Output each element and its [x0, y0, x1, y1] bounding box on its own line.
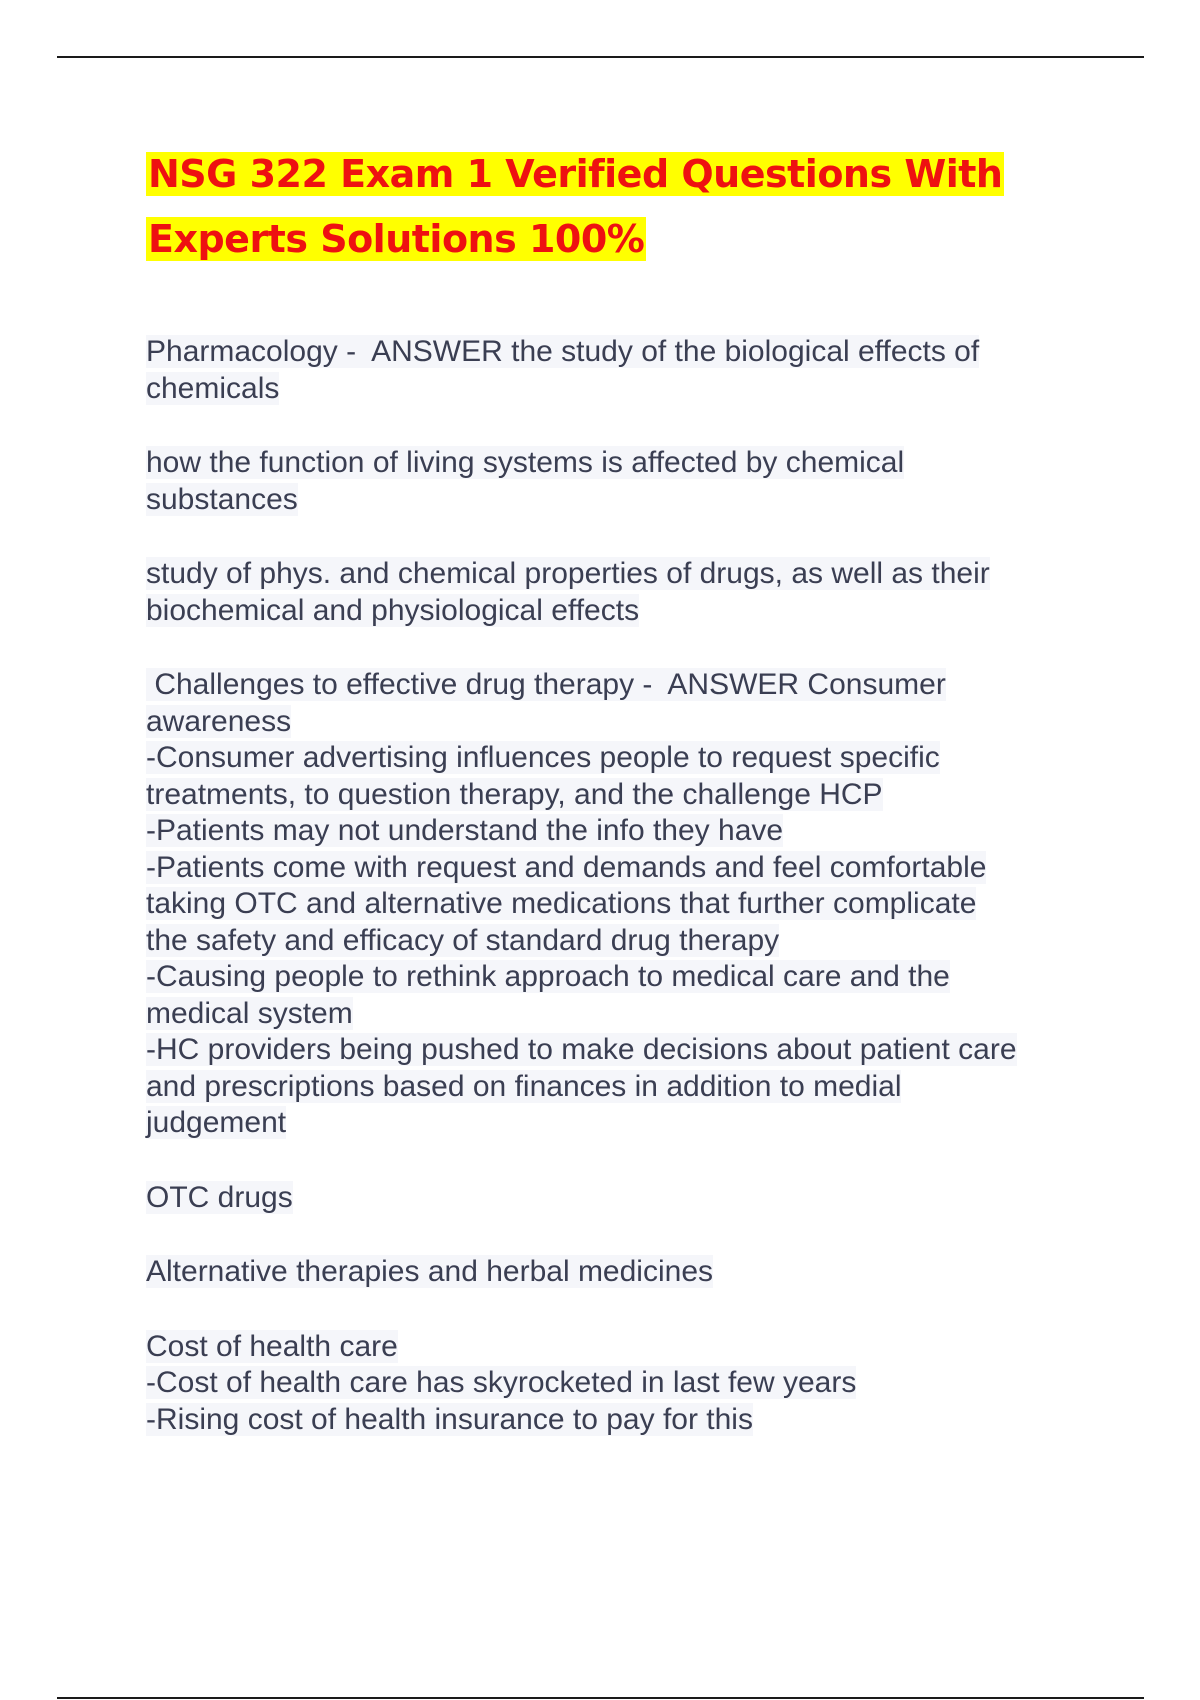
paragraph: [146, 1254, 1106, 1291]
paragraph-line: [146, 1069, 1106, 1106]
title-line-2: Experts Solutions 100%: [148, 217, 645, 261]
paragraph-line: [146, 445, 1106, 482]
paragraph-line: [146, 334, 1106, 371]
line-text: Cost of health care: [146, 1329, 398, 1363]
paragraph-line: [146, 813, 1106, 850]
paragraph-line: [146, 1329, 1106, 1366]
paragraph-line: [146, 1180, 1106, 1217]
paragraph-line: [146, 886, 1106, 923]
bottom-rule: [57, 1697, 1144, 1699]
line-text: OTC drugs: [146, 1180, 293, 1214]
paragraph-line: [146, 850, 1106, 887]
line-text: study of phys. and chemical properties of drugs, as well as their: [146, 557, 990, 590]
top-rule: [57, 56, 1144, 58]
paragraph-line: [146, 704, 1106, 741]
line-text: -Causing people to rethink approach to medical care and the: [146, 960, 950, 993]
paragraph: [146, 445, 1106, 518]
paragraph: [146, 334, 1106, 407]
line-text: medical system: [146, 996, 353, 1030]
line-text: awareness: [146, 704, 292, 738]
paragraph: [146, 667, 1106, 1142]
line-text: Pharmacology - ANSWER the study of the biological effects of: [146, 335, 980, 368]
paragraph-line: [146, 923, 1106, 960]
paragraph-line: [146, 996, 1106, 1033]
paragraph-line: [146, 777, 1106, 814]
line-text: and prescriptions based on finances in addition to medial: [146, 1069, 902, 1103]
line-text: -Patients come with request and demands and feel comfortable: [146, 850, 987, 884]
line-text: how the function of living systems is affected by chemical: [146, 446, 905, 479]
paragraph: [146, 1329, 1106, 1439]
paragraph-line: [146, 482, 1106, 519]
line-text: -HC providers being pushed to make decisions about patient care: [146, 1033, 1017, 1066]
line-text: substances: [146, 482, 298, 516]
paragraph-line: [146, 1402, 1106, 1439]
line-text: the safety and efficacy of standard drug therapy: [146, 923, 780, 957]
paragraph-line: [146, 959, 1106, 996]
line-text: Alternative therapies and herbal medicines: [146, 1255, 713, 1288]
title-line-1: NSG 322 Exam 1 Verified Questions With: [148, 152, 1003, 196]
paragraph: [146, 1180, 1106, 1217]
paragraph-line: [146, 740, 1106, 777]
line-text: taking OTC and alternative medications that further complicate: [146, 887, 977, 920]
document-title: [146, 142, 1126, 272]
paragraph-line: [146, 1032, 1106, 1069]
line-text: Challenges to effective drug therapy - ANSWER Consumer: [146, 668, 946, 701]
line-text: biochemical and physiological effects: [146, 593, 640, 627]
paragraph-line: [146, 667, 1106, 704]
paragraph-line: [146, 593, 1106, 630]
line-text: -Patients may not understand the info they have: [146, 814, 784, 847]
line-text: -Cost of health care has skyrocketed in last few years: [146, 1366, 857, 1399]
paragraph-line: [146, 1105, 1106, 1142]
paragraph-line: [146, 1365, 1106, 1402]
line-text: -Rising cost of health insurance to pay for this: [146, 1402, 753, 1436]
line-text: judgement: [146, 1106, 287, 1139]
paragraph-line: [146, 371, 1106, 408]
paragraph: [146, 556, 1106, 629]
line-text: treatments, to question therapy, and the challenge HCP: [146, 777, 883, 811]
paragraph-line: [146, 556, 1106, 593]
line-text: chemicals: [146, 371, 280, 405]
paragraph-line: [146, 1254, 1106, 1291]
document-body: [146, 334, 1106, 1476]
line-text: -Consumer advertising influences people to request specific: [146, 741, 940, 774]
